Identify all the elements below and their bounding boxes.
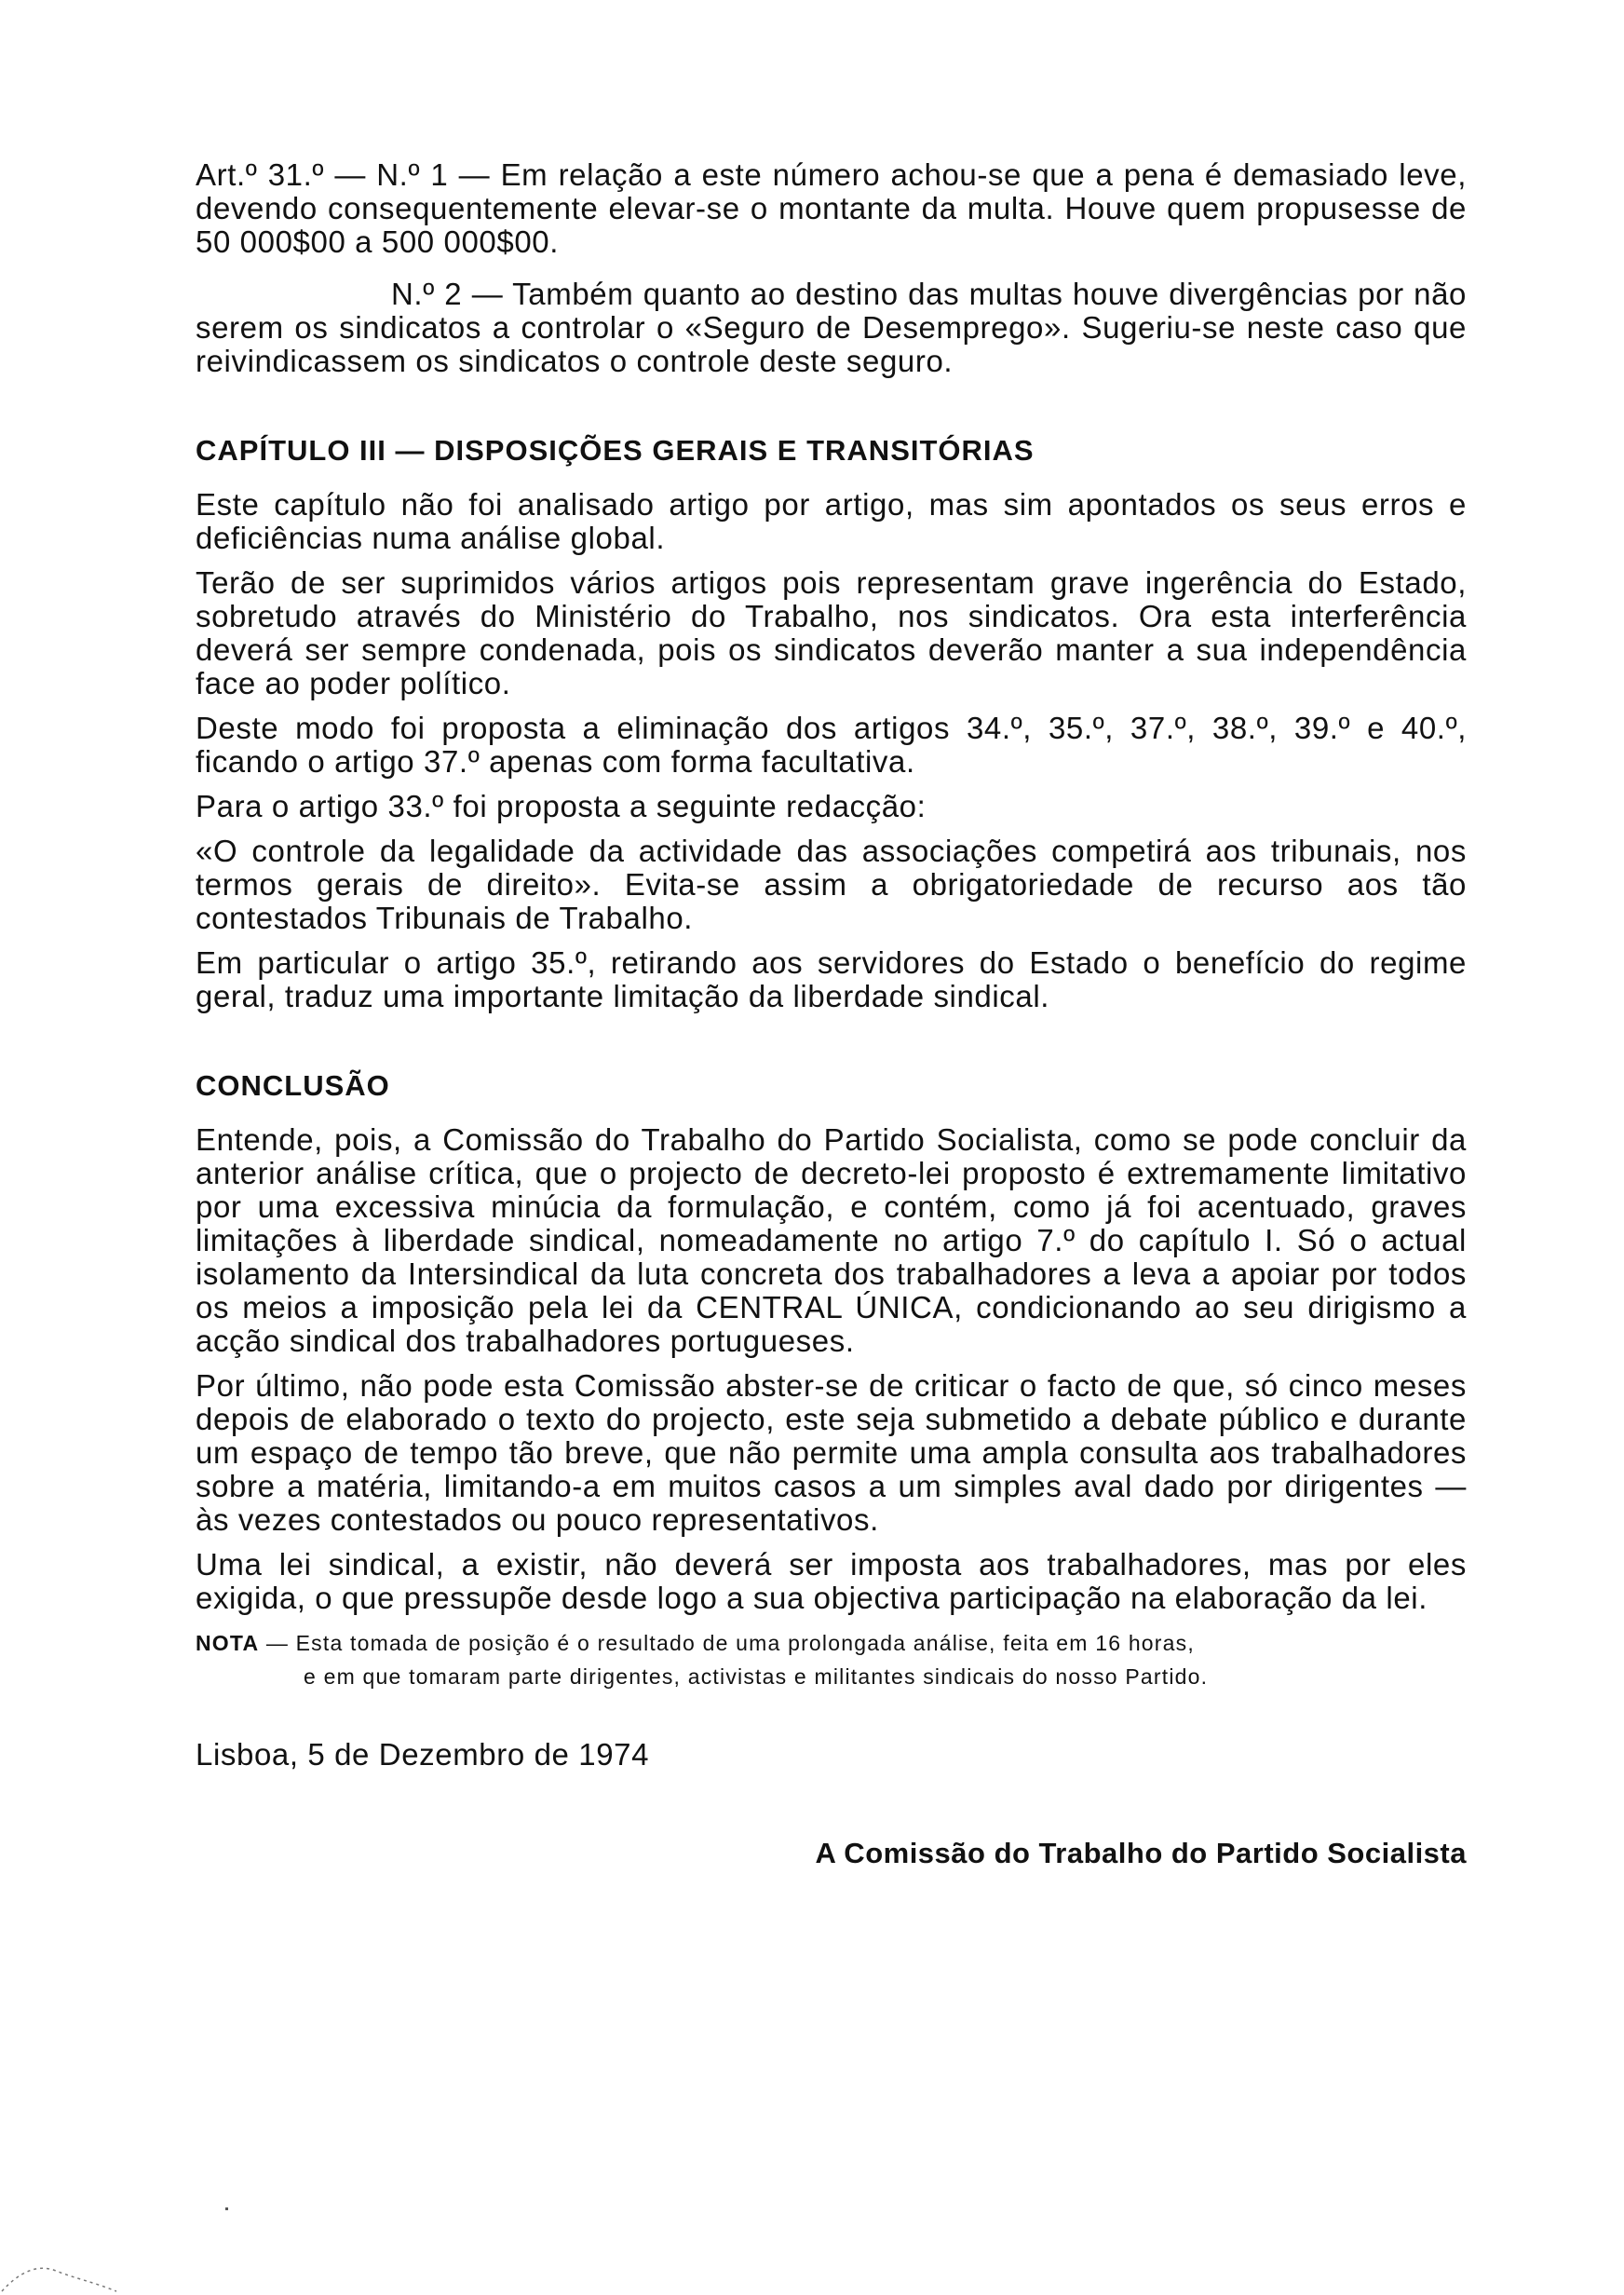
chapter-3-paragraph: Em particular o artigo 35.º, retirando aos servidores do Estado o benefício do regime geral, traduz uma importante limitação da liberdade sindical. bbox=[196, 945, 1467, 1013]
article-31-n1-paragraph: Art.º 31.º — N.º 1 — Em relação a este número achou-se que a pena é demasiado leve, devendo consequentemente elevar-se o montante da multa. Houve quem propusesse de 50 000$00 a 500 000$00. bbox=[196, 157, 1467, 259]
conclusion-heading: CONCLUSÃO bbox=[196, 1069, 390, 1102]
article-31-n2-paragraph: N.º 2 — Também quanto ao destino das multas houve divergências por não serem os sindicatos a controlar o «Seguro de Desemprego». Sugeriu-se neste caso que reivindicassem os sindicatos o controle deste seguro. bbox=[196, 277, 1467, 378]
conclusion-paragraph: Entende, pois, a Comissão do Trabalho do Partido Socialista, como se pode concluir da anterior análise crítica, que o projecto de decreto-lei proposto é extremamente limitativo por uma excessiva minúcia da formulação, e contém, como já foi acentuado, graves limitações à liberdade sindical, nomeadamente no artigo 7.º do capítulo I. Só o actual isolamento da Intersindical da luta concreta dos trabalhadores a leva a apoiar por todos os meios a imposição pela lei da CENTRAL ÚNICA, condicionando ao seu dirigismo a acção sindical dos trabalhadores portugueses. bbox=[196, 1122, 1467, 1358]
page-mark bbox=[225, 2207, 228, 2210]
note-line-2: e em que tomaram parte dirigentes, activistas e militantes sindicais do nosso Partido. bbox=[304, 1664, 1209, 1689]
note-block bbox=[196, 1626, 1467, 1693]
chapter-3-paragraph: Terão de ser suprimidos vários artigos pois representam grave ingerência do Estado, sobretudo através do Ministério do Trabalho, nos sindicatos. Ora esta interferência deverá ser sempre condenada, pois os sindicatos deverão manter a sua independência face ao poder político. bbox=[196, 565, 1467, 700]
document-page bbox=[196, 158, 1467, 1870]
chapter-3-paragraph: Para o artigo 33.º foi proposta a seguinte redacção: bbox=[196, 789, 927, 823]
note-text-1: — Esta tomada de posição é o resultado de uma prolongada análise, feita em 16 horas, bbox=[259, 1631, 1195, 1655]
place-date: Lisboa, 5 de Dezembro de 1974 bbox=[196, 1737, 650, 1772]
signature: A Comissão do Trabalho do Partido Socialista bbox=[815, 1837, 1467, 1869]
note-line-1 bbox=[196, 1626, 1467, 1660]
chapter-3-paragraph: Este capítulo não foi analisado artigo por artigo, mas sim apontados os seus erros e deficiências numa análise global. bbox=[196, 487, 1467, 555]
chapter-3-quote-paragraph: «O controle da legalidade da actividade das associações competirá aos tribunais, nos termos gerais de direito». Evita-se assim a obrigatoriedade de recurso aos tão contestados Tribunais de Trabalho. bbox=[196, 834, 1467, 935]
note-label: NOTA bbox=[196, 1631, 260, 1655]
conclusion-paragraph: Por último, não pode esta Comissão abster-se de criticar o facto de que, só cinco meses depois de elaborado o texto do projecto, este seja submetido a debate público e durante um espaço de tempo tão breve, que não permite uma ampla consulta aos trabalhadores sobre a matéria, limitando-a em muitos casos a um simples aval dado por dirigentes — às vezes contestados ou pouco representativos. bbox=[196, 1368, 1467, 1537]
conclusion-paragraph: Uma lei sindical, a existir, não deverá ser imposta aos trabalhadores, mas por eles exigida, o que pressupõe desde logo a sua objectiva participação na elaboração da lei. bbox=[196, 1547, 1467, 1615]
chapter-3-paragraph: Deste modo foi proposta a eliminação dos artigos 34.º, 35.º, 37.º, 38.º, 39.º e 40.º, ficando o artigo 37.º apenas com forma facultativa. bbox=[196, 711, 1467, 779]
corner-scan-mark bbox=[0, 2198, 121, 2295]
chapter-3-heading: CAPÍTULO III — DISPOSIÇÕES GERAIS E TRANSITÓRIAS bbox=[196, 434, 1035, 467]
